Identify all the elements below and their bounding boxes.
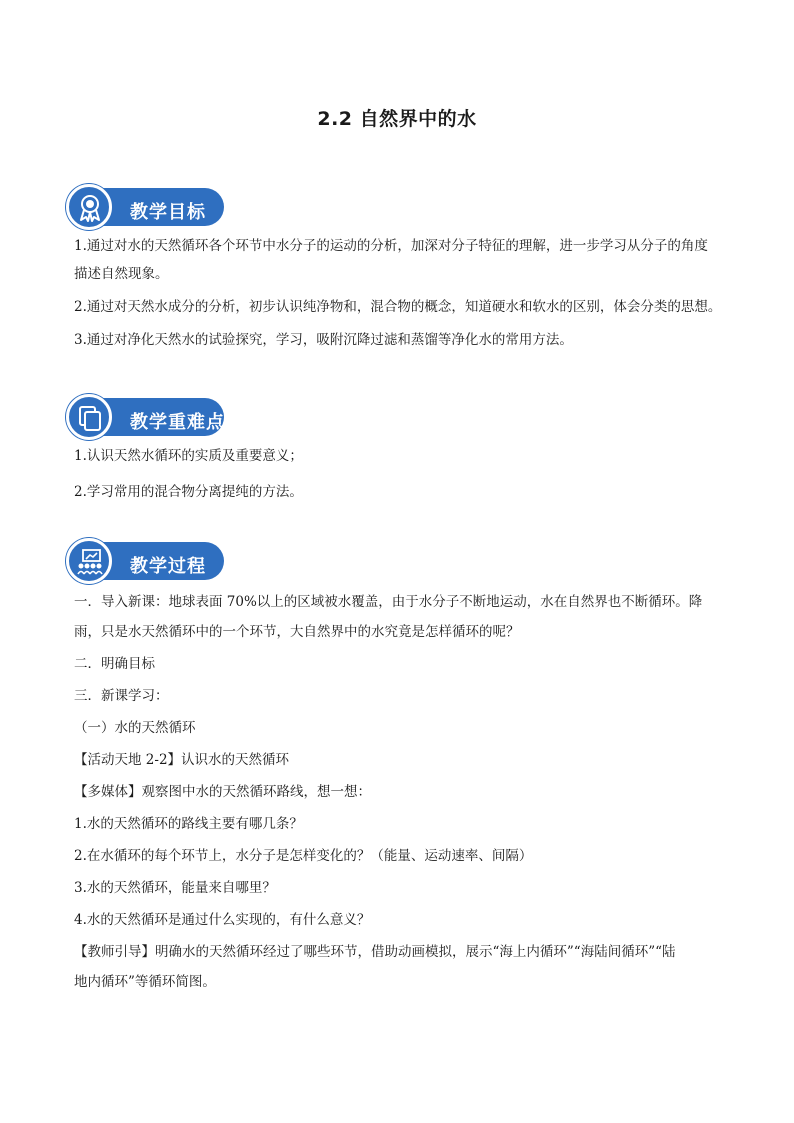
list-item: 雨，只是水天然循环中的一个环节，大自然界中的水究竟是怎样循环的呢？: [74, 624, 520, 640]
list-item: 三．新课学习：: [74, 688, 169, 704]
list-item: 1.认识天然水循环的实质及重要意义；: [74, 448, 303, 464]
list-item: 地内循环”等循环简图。: [74, 974, 216, 990]
section-title-process: 教学过程: [130, 556, 206, 577]
list-item: 2.学习常用的混合物分离提纯的方法。: [74, 484, 303, 500]
award-ribbon-icon: [66, 184, 112, 230]
list-item: 【多媒体】观察图中水的天然循环路线，想一想：: [74, 784, 371, 800]
list-item: 4.水的天然循环是通过什么实现的，有什么意义？: [74, 912, 371, 928]
section-title-goals: 教学目标: [130, 202, 206, 223]
list-item: 【活动天地 2-2】认识水的天然循环: [74, 752, 290, 768]
list-item: 一．导入新课：地球表面 70%以上的区域被水覆盖，由于水分子不断地运动，水在自然界也不断循环。降: [74, 594, 703, 610]
list-item: 2.在水循环的每个环节上，水分子是怎样变化的？（能量、运动速率、间隔）: [74, 848, 533, 864]
list-item: 【教师引导】明确水的天然循环经过了哪些环节，借助动画模拟，展示“海上内循环”“海陆间循环”“陆: [74, 944, 676, 960]
list-item: 3.通过对净化天然水的试验探究，学习，吸附沉降过滤和蒸馏等净化水的常用方法。: [74, 332, 573, 348]
list-item: 2.通过对天然水成分的分析，初步认识纯净物和，混合物的概念，知道硬水和软水的区别，体会分类的思想。: [74, 299, 722, 315]
section-header-process: [66, 538, 226, 584]
section-title-keypoints: 教学重难点: [130, 412, 225, 433]
page-title: 2.2 自然界中的水: [317, 108, 477, 130]
list-item: 描述自然现象。: [74, 266, 169, 282]
goals-content: [74, 232, 724, 354]
list-item: （一）水的天然循环: [74, 720, 196, 736]
section-header-goals: [66, 184, 226, 230]
documents-icon: [66, 394, 112, 440]
list-item: 1.水的天然循环的路线主要有哪几条？: [74, 816, 303, 832]
list-item: 3.水的天然循环，能量来自哪里？: [74, 880, 276, 896]
list-item: 二．明确目标: [74, 656, 155, 672]
process-content: [74, 587, 724, 997]
presentation-group-icon: [66, 538, 112, 584]
keypoints-content: [74, 442, 724, 506]
section-header-keypoints: [66, 394, 226, 440]
list-item: 1.通过对水的天然循环各个环节中水分子的运动的分析，加深对分子特征的理解，进一步学习从分子的角度: [74, 238, 708, 254]
